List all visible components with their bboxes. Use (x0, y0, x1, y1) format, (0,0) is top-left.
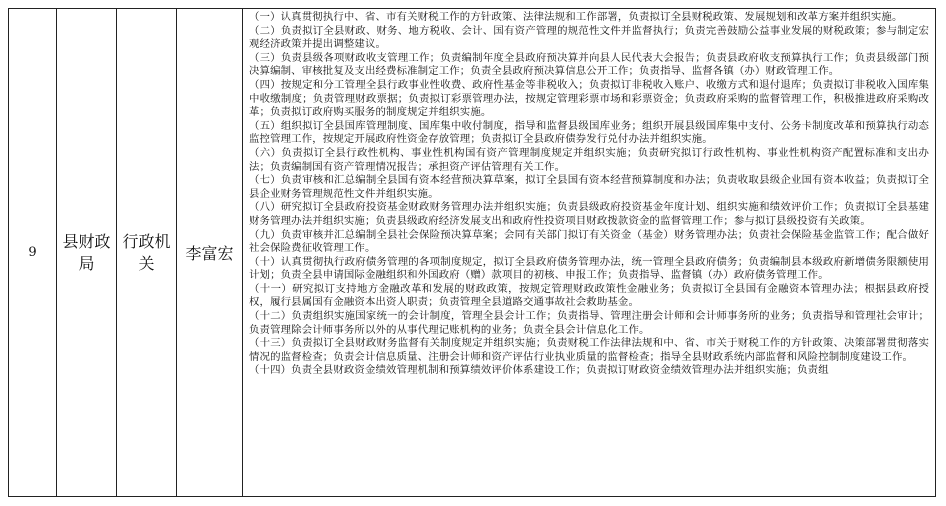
duty-paragraph: （六）负责拟订全县行政性机构、事业性机构国有资产管理制度规定并组织实施；负责研究拟订行政性机构、事业性机构资产配置标准和支出办法；负责编制国有资产管理情况报告；承担资产评估管理有关工作。 (249, 146, 929, 173)
duty-paragraph: （十一）研究拟订支持地方金融改革和发展的财政政策，按规定管理财政政策性金融业务；负责拟订全县国有金融资本管理办法；根据县政府授权，履行县属国有金融资本出资人职责；负责管理全县道路交通事故社会救助基金。 (249, 282, 929, 309)
duty-paragraph: （八）研究拟订全县政府投资基金财政财务管理办法并组织实施；负责县级政府投资基金年度计划、组织实施和绩效评价工作；负责拟订全县基建财务管理办法并组织实施；负责县级政府经济发展支出和政府性投资项目财政拨款资金的监督管理工作；参与拟订县级投资有关政策。 (249, 201, 929, 227)
duty-paragraph: （一）认真贯彻执行中、省、市有关财税工作的方针政策、法律法规和工作部署，负责拟订全县财税政策、发展规划和改革方案并组织实施。 (249, 11, 903, 23)
duty-paragraph: （十三）负责拟订全县财政财务监督有关制度规定并组织实施；负责财税工作法律法规和中、省、市关于财税工作的方针政策、决策部署贯彻落实情况的监督检查；负责会计信息质量、注册会计师和资产评估行业执业质量的监督检查；指导全县财政系统内部监督和风险控制制度建设工作。 (249, 337, 929, 363)
department-cell (57, 9, 117, 496)
duty-paragraph: （十）认真贯彻执行政府债务管理的各项制度规定，拟订全县政府债务管理办法，统一管理全县政府债务；负责编制县本级政府新增债务限额使用计划；负责全县申请国际金融组织和外国政府（赠）款项目的初核、申报工作；负责指导、监督镇（办）政府债务管理工作。 (249, 255, 929, 282)
department-category: 行政机关 (122, 231, 171, 273)
duty-paragraph: （五）组织拟订全县国库管理制度、国库集中收付制度，指导和监督县级国库业务；组织开展县级国库集中支付、公务卡制度改革和预算执行动态监控管理工作，按规定开展政府性资金存放管理；负责拟订全县政府债券发行兑付办法并组织实施。 (249, 119, 929, 146)
duty-paragraph: （七）负责审核和汇总编制全县国有资本经营预决算草案，拟订全县国有资本经营预算制度和办法；负责收取县级企业国有资本收益；负责拟订全县企业财务管理规范性文件并组织实施。 (249, 174, 929, 200)
person-cell (177, 9, 243, 496)
duty-paragraph: （四）按规定和分工管理全县行政事业性收费、政府性基金等非税收入；负责拟订非税收入账户、收缴方式和退付退库；负责拟订非税收入国库集中收缴制度；负责管理财政票据；负责拟订彩票管理办法，按规定管理彩票市场和彩票资金；负责政府采购的监督管理工作，积极推进政府采购改革；负责拟订政府购买服务的制度规定并组织实施。 (249, 78, 929, 119)
duties-table (8, 8, 936, 497)
row-index: 9 (28, 245, 37, 260)
category-cell (117, 9, 177, 496)
duty-paragraph: （二）负责拟订全县财政、财务、地方税收、会计、国有资产管理的规范性文件并监督执行；负责完善鼓励公益事业发展的财税政策；参与制定宏观经济政策并提出调整建议。 (249, 24, 929, 51)
duty-paragraph: （十四）负责全县财政资金绩效管理机制和预算绩效评价体系建设工作；负责拟订财政资金绩效管理办法并组织实施；负责组 (249, 364, 829, 377)
row-index-cell (9, 9, 57, 496)
duty-paragraph: （十二）负责组织实施国家统一的会计制度，管理全县会计工作；负责指导、管理注册会计师和会计师事务所的业务；负责指导和管理社会审计；负责管理除会计师事务所以外的从事代理记账机构的业务；负责全县会计信息化工作。 (249, 310, 929, 336)
duty-paragraph: （三）负责县级各项财政收支管理工作；负责编制年度全县政府预决算并向县人民代表大会报告；负责县政府收支预算执行工作；负责县级部门预决算编制、审核批复及支出经费标准制定工作；负责全县政府预决算信息公开工作；负责指导、监督各镇（办）财政管理工作。 (249, 51, 929, 78)
duties-cell (243, 9, 935, 496)
department-name: 县财政局 (62, 231, 111, 273)
responsible-person: 李富宏 (185, 244, 234, 263)
duty-paragraph: （九）负责审核并汇总编制全县社会保险预决算草案；会同有关部门拟订有关资金（基金）财务管理办法；负责社会保险基金监管工作；配合做好社会保险费征收管理工作。 (249, 228, 929, 255)
